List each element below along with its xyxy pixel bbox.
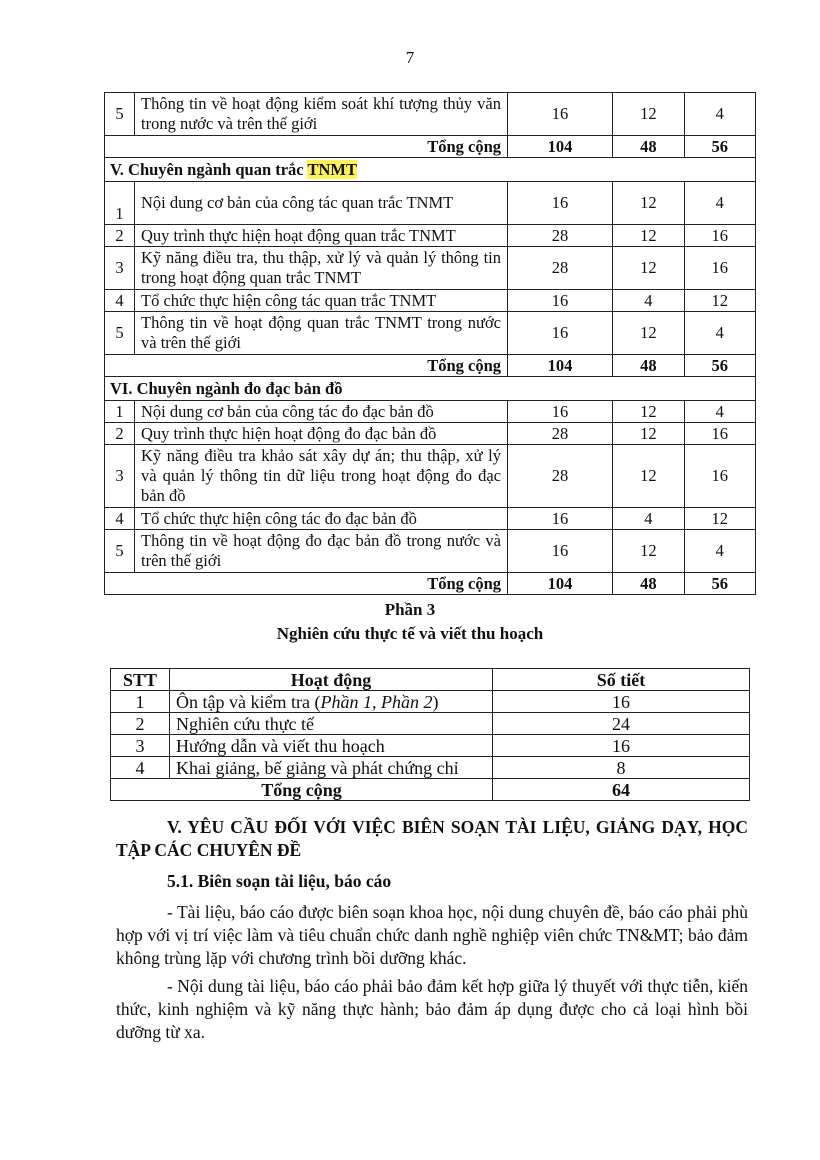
stt-cell: 4	[105, 290, 135, 312]
field-study-table	[110, 668, 750, 801]
theory-hours-cell: 12	[613, 401, 684, 423]
total-hours-cell: 16	[508, 530, 613, 573]
theory-hours-cell: 12	[613, 423, 684, 445]
activity-italic: Phần 1, Phần 2	[320, 691, 433, 712]
total-row	[111, 779, 750, 801]
subsection-heading: 5.1. Biên soạn tài liệu, báo cáo	[167, 871, 392, 891]
total-c: 56	[684, 573, 755, 595]
stt-cell: 3	[105, 445, 135, 508]
activity-cell: Khai giảng, bế giảng và phát chứng chỉ	[170, 757, 493, 779]
topic-cell: Kỹ năng điều tra khảo sát xây dự án; thu thập, xử lý và quản lý thông tin dữ liệu trong hoạt động đo đạc bản đồ	[135, 445, 508, 508]
total-b: 48	[613, 136, 684, 158]
table-row	[105, 93, 756, 136]
practice-hours-cell: 4	[684, 182, 755, 225]
total-hours-cell: 28	[508, 423, 613, 445]
stt-cell: 3	[105, 247, 135, 290]
activity-cell: Nghiên cứu thực tế	[170, 713, 493, 735]
section-title-prefix: V. Chuyên ngành quan trắc	[110, 159, 308, 179]
theory-hours-cell: 12	[613, 312, 684, 355]
activity-suffix: )	[432, 691, 439, 712]
total-a: 104	[508, 355, 613, 377]
stt-cell: 4	[111, 757, 170, 779]
table-row	[111, 713, 750, 735]
header-activity: Hoạt động	[170, 669, 493, 691]
table-row	[111, 691, 750, 713]
stt-cell: 1	[105, 401, 135, 423]
theory-hours-cell: 4	[613, 508, 684, 530]
activity-cell	[170, 691, 493, 713]
practice-hours-cell: 16	[684, 247, 755, 290]
theory-hours-cell: 12	[613, 445, 684, 508]
practice-hours-cell: 16	[684, 423, 755, 445]
total-label: Tổng cộng	[105, 355, 508, 377]
stt-cell: 2	[111, 713, 170, 735]
stt-cell: 4	[105, 508, 135, 530]
hours-cell: 8	[493, 757, 750, 779]
theory-hours-cell: 12	[613, 225, 684, 247]
practice-hours-cell: 4	[684, 530, 755, 573]
total-hours: 64	[493, 779, 750, 801]
theory-hours-cell: 4	[613, 290, 684, 312]
practice-hours-cell: 12	[684, 290, 755, 312]
total-row	[105, 573, 756, 595]
topic-cell: Tổ chức thực hiện công tác quan trắc TNMT	[135, 290, 508, 312]
topic-cell: Nội dung cơ bản của công tác đo đạc bản đồ	[135, 401, 508, 423]
table-row	[105, 312, 756, 355]
total-label: Tổng cộng	[105, 573, 508, 595]
topic-cell: Tổ chức thực hiện công tác đo đạc bản đồ	[135, 508, 508, 530]
theory-hours-cell: 12	[613, 530, 684, 573]
topic-cell: Quy trình thực hiện hoạt động quan trắc TNMT	[135, 225, 508, 247]
section-row	[105, 377, 756, 401]
stt-cell: 2	[105, 423, 135, 445]
total-row	[105, 355, 756, 377]
table-row	[105, 182, 756, 225]
header-hours: Số tiết	[493, 669, 750, 691]
topic-cell: Nội dung cơ bản của công tác quan trắc TNMT	[135, 182, 508, 225]
total-hours-cell: 28	[508, 247, 613, 290]
total-c: 56	[684, 355, 755, 377]
page-number: 7	[405, 48, 415, 67]
total-b: 48	[613, 573, 684, 595]
stt-cell: 5	[105, 93, 135, 136]
topic-cell: Kỹ năng điều tra, thu thập, xử lý và quản lý thông tin trong hoạt động quan trắc TNMT	[135, 247, 508, 290]
table-row	[105, 508, 756, 530]
hours-cell: 24	[493, 713, 750, 735]
activity-text: Ôn tập và kiểm tra (	[176, 691, 321, 712]
table-row	[105, 530, 756, 573]
total-hours-cell: 16	[508, 182, 613, 225]
section-title: VI. Chuyên ngành đo đạc bản đồ	[105, 377, 756, 401]
total-a: 104	[508, 136, 613, 158]
header-stt: STT	[111, 669, 170, 691]
total-hours-cell: 16	[508, 401, 613, 423]
table-row	[111, 757, 750, 779]
practice-hours-cell: 16	[684, 445, 755, 508]
hours-cell: 16	[493, 735, 750, 757]
practice-hours-cell: 4	[684, 93, 755, 136]
topic-cell: Thông tin về hoạt động kiểm soát khí tượng thủy văn trong nước và trên thế giới	[135, 93, 508, 136]
practice-hours-cell: 4	[684, 401, 755, 423]
table-row	[105, 423, 756, 445]
topic-cell: Quy trình thực hiện hoạt động đo đạc bản đồ	[135, 423, 508, 445]
total-b: 48	[613, 355, 684, 377]
table-row	[105, 247, 756, 290]
total-row	[105, 136, 756, 158]
theory-hours-cell: 12	[613, 93, 684, 136]
total-c: 56	[684, 136, 755, 158]
section-row	[105, 158, 756, 182]
section-title	[105, 158, 756, 182]
training-hours-table	[104, 92, 756, 595]
part-title: Phần 3	[384, 600, 436, 619]
stt-cell: 2	[105, 225, 135, 247]
table-row	[105, 445, 756, 508]
total-a: 104	[508, 573, 613, 595]
total-label: Tổng cộng	[105, 136, 508, 158]
topic-cell: Thông tin về hoạt động quan trắc TNMT trong nước và trên thế giới	[135, 312, 508, 355]
stt-cell: 5	[105, 312, 135, 355]
paragraph: - Nội dung tài liệu, báo cáo phải bảo đảm kết hợp giữa lý thuyết với thực tiễn, kiến thức, kinh nghiệm và kỹ năng thực hành; bảo đảm áp dụng được cho cả loại hình bồi dưỡng từ xa.	[116, 976, 748, 1042]
stt-cell: 5	[105, 530, 135, 573]
practice-hours-cell: 4	[684, 312, 755, 355]
total-hours-cell: 16	[508, 290, 613, 312]
table-row	[105, 290, 756, 312]
total-hours-cell: 28	[508, 445, 613, 508]
activity-cell: Hướng dẫn và viết thu hoạch	[170, 735, 493, 757]
hours-cell: 16	[493, 691, 750, 713]
practice-hours-cell: 16	[684, 225, 755, 247]
total-hours-cell: 16	[508, 93, 613, 136]
stt-cell: 1	[111, 691, 170, 713]
total-hours-cell: 16	[508, 312, 613, 355]
header-row	[111, 669, 750, 691]
stt-cell: 1	[105, 182, 135, 225]
stt-cell: 3	[111, 735, 170, 757]
table-row	[105, 401, 756, 423]
theory-hours-cell: 12	[613, 182, 684, 225]
theory-hours-cell: 12	[613, 247, 684, 290]
total-label: Tổng cộng	[111, 779, 493, 801]
practice-hours-cell: 12	[684, 508, 755, 530]
part-subtitle: Nghiên cứu thực tế và viết thu hoạch	[276, 624, 544, 643]
topic-cell: Thông tin về hoạt động đo đạc bản đồ trong nước và trên thế giới	[135, 530, 508, 573]
total-hours-cell: 16	[508, 508, 613, 530]
section-heading: V. YÊU CẦU ĐỐI VỚI VIỆC BIÊN SOẠN TÀI LIỆU, GIẢNG DẠY, HỌC TẬP CÁC CHUYÊN ĐỀ	[116, 817, 748, 860]
table-row	[111, 735, 750, 757]
total-hours-cell: 28	[508, 225, 613, 247]
highlighted-term: TNMT	[307, 159, 357, 179]
paragraph: - Tài liệu, báo cáo được biên soạn khoa học, nội dung chuyên đề, báo cáo phải phù hợp với vị trí việc làm và tiêu chuẩn chức danh nghề nghiệp viên chức TN&MT; bảo đảm không trùng lặp với chương trình bồi dưỡng khác.	[116, 902, 748, 968]
table-row	[105, 225, 756, 247]
